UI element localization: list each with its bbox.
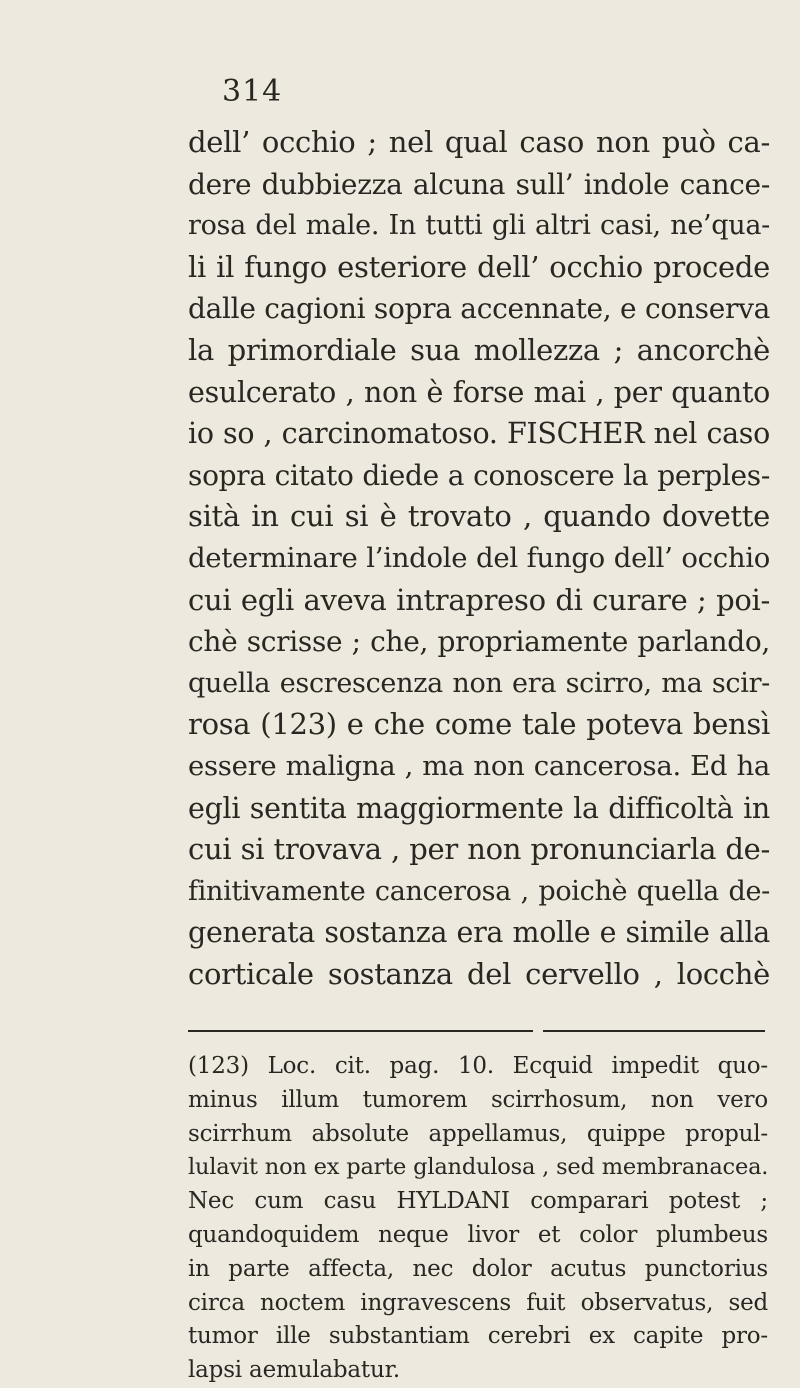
text-line: cui egli aveva intrapreso di curare ; poi-	[188, 582, 770, 617]
text-line: rosa del male. In tutti gli altri casi, ne’qua-	[188, 210, 770, 242]
text-line: la primordiale sua mollezza ; ancorchè	[188, 332, 770, 367]
separator-rule-right	[543, 1030, 765, 1032]
footnote-line: quandoquidem neque livor et color plumbeus	[188, 1221, 768, 1248]
page-number: 314	[222, 74, 283, 109]
text-line: esulcerato , non è forse mai , per quanto	[188, 375, 770, 409]
text-line: dell’ occhio ; nel qual caso non può ca-	[188, 125, 770, 159]
main-text	[188, 122, 770, 995]
text-line: chè scrisse ; che, propriamente parlando,	[188, 625, 770, 659]
text-line: essere maligna , ma non cancerosa. Ed ha	[188, 749, 770, 782]
footnote-line: minus illum tumorem scirrhosum, non vero	[188, 1086, 768, 1113]
text-line: determinare l’indole del fungo dell’ occhio	[188, 541, 770, 574]
footnote-line: (123) Loc. cit. pag. 10. Ecquid impedit quo-	[188, 1053, 768, 1079]
text-line: sopra citato diede a conoscere la perples-	[188, 458, 770, 492]
footnote-separator	[188, 1026, 766, 1036]
text-line: cui si trovava , per non pronunciarla de-	[188, 832, 770, 867]
footnote-line: in parte affecta, nec dolor acutus punctorius	[188, 1255, 768, 1282]
footnote-line: lulavit non ex parte glandulosa , sed membranacea.	[188, 1154, 769, 1181]
footnote-line: tumor ille substantiam cerebri ex capite pro-	[188, 1323, 768, 1350]
text-line: quella escrescenza non era scirro, ma scir-	[188, 667, 770, 699]
footnote-line: circa noctem ingravescens fuit observatus, sed	[188, 1289, 768, 1316]
footnote	[188, 1050, 768, 1388]
text-line: dere dubbiezza alcuna sull’ indole cance-	[188, 167, 770, 201]
footnote-line: lapsi aemulabatur.	[188, 1357, 400, 1384]
text-line: corticale sostanza del cervello , locchè	[188, 956, 770, 991]
text-line: finitivamente cancerosa , poichè quella de-	[188, 875, 770, 907]
text-line: li il fungo esteriore dell’ occhio procede	[188, 249, 770, 284]
text-line: sità in cui si è trovato , quando dovette	[188, 499, 770, 534]
text-line: generata sostanza era molle e simile alla	[188, 916, 770, 950]
footnote-line: scirrhum absolute appellamus, quippe propul-	[188, 1120, 768, 1147]
text-line: rosa (123) e che come tale poteva bensì	[188, 707, 770, 742]
text-line: io so , carcinomatoso. FISCHER nel caso	[188, 417, 770, 451]
text-line: dalle cagioni sopra accennate, e conserva	[188, 292, 770, 326]
separator-rule-left	[188, 1030, 533, 1032]
footnote-line: Nec cum casu HYLDANI comparari potest ;	[188, 1188, 768, 1215]
text-line: egli sentita maggiormente la difficoltà in	[188, 791, 770, 825]
